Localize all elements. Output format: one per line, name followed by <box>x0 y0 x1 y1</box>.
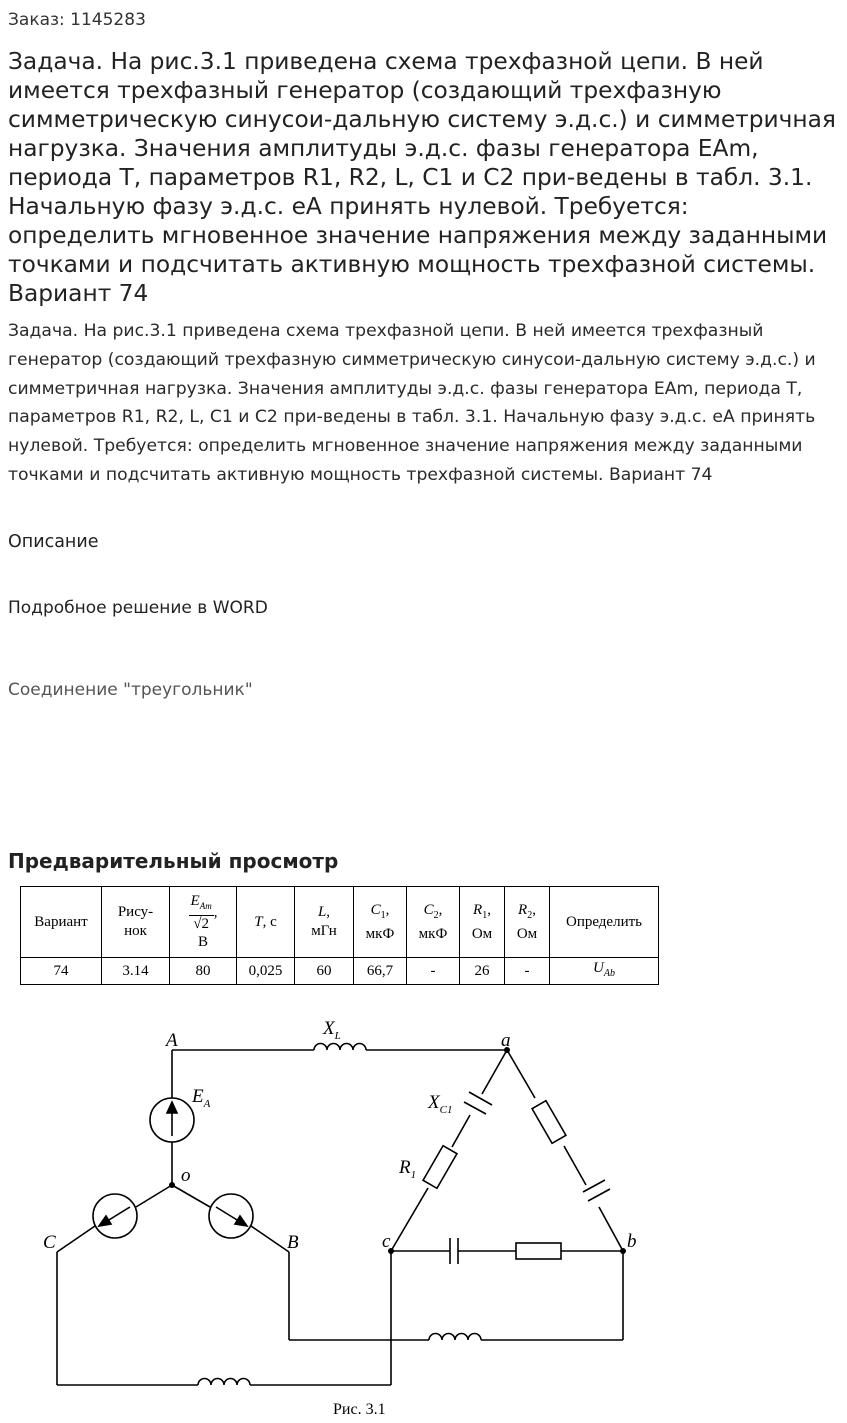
resistor-r1 <box>423 1146 457 1189</box>
capacitor-ab-plate-1 <box>583 1180 605 1192</box>
header-c2: $C_2$, мкФ <box>407 887 460 958</box>
description-heading: Описание <box>8 532 99 552</box>
inductor-c <box>198 1379 250 1386</box>
preview-heading: Предварительный просмотр <box>8 849 339 873</box>
circuit-diagram <box>0 1010 847 1423</box>
table-row <box>21 958 659 985</box>
header-variant: Вариант <box>21 887 102 958</box>
cell-r1: 26 <box>460 958 505 985</box>
resistor-ab <box>532 1101 566 1144</box>
solution-note: Подробное решение в WORD <box>8 598 268 618</box>
inductor-b <box>429 1334 481 1341</box>
cell-r2: - <box>505 958 550 985</box>
cell-variant: 74 <box>21 958 102 985</box>
header-determine: Определить <box>550 887 659 958</box>
label-B: B <box>287 1232 299 1253</box>
cell-figure: 3.14 <box>102 958 170 985</box>
connection-note: Соединение "треугольник" <box>8 680 253 700</box>
header-period: T, с <box>237 887 295 958</box>
capacitor-xc1-plate-1 <box>469 1092 492 1105</box>
label-b: b <box>627 1231 637 1252</box>
table-header-row <box>21 887 659 958</box>
cell-c1: 66,7 <box>354 958 407 985</box>
label-c: c <box>382 1231 391 1252</box>
label-C: C <box>43 1232 56 1253</box>
header-r2: $R_2$, Ом <box>505 887 550 958</box>
order-number: Заказ: 1145283 <box>8 10 146 30</box>
cell-eam: 80 <box>170 958 237 985</box>
task-description: Задача. На рис.3.1 приведена схема трехфазной цепи. В ней имеется трехфазный генератор (создающий трехфазную симметрическую синусои-дальную систему э.д.с.) и симметричная нагрузка. Значения амплитуды э.д.с. фазы генератора EAm, периода T, параметров R1, R2, L, C1 и C2 при-ведены в табл. 3.1. Начальную фазу э.д.с. eA принять нулевой. Требуется: определить мгновенное значение напряжения между заданными точками и подсчитать активную мощность трехфазной системы. Вариант 74 <box>8 321 816 485</box>
figure-caption: Рис. 3.1 <box>333 1401 386 1418</box>
capacitor-ab-plate-2 <box>588 1189 610 1201</box>
cell-period: 0,025 <box>237 958 295 985</box>
label-r1: $R_1$ <box>399 1157 417 1181</box>
parameters-table <box>20 886 659 985</box>
label-xc1: $X_{C1}$ <box>428 1092 453 1116</box>
header-figure: Рису- нок <box>102 887 170 958</box>
label-ea: $E_A$ <box>192 1086 211 1110</box>
source-arrows <box>99 1102 247 1226</box>
label-xl: $X_L$ <box>323 1018 341 1042</box>
header-r1: $R_1$, Ом <box>460 887 505 958</box>
node-b <box>620 1248 626 1254</box>
header-inductance: L, мГн <box>295 887 354 958</box>
inductor-xl <box>314 1044 366 1051</box>
node-o <box>169 1182 175 1188</box>
resistor-cb <box>516 1243 561 1259</box>
label-a: a <box>501 1030 511 1051</box>
cell-determine: $U_{Ab}$ <box>550 958 659 985</box>
task-title: Задача. На рис.3.1 приведена схема трехфазной цепи. В ней имеется трехфазный генератор (создающий трехфазную симметрическую синусои-дальную систему э.д.с.) и симметричная нагрузка. Значения амплитуды э.д.с. фазы генератора EAm, периода T, параметров R1, R2, L, C1 и C2 при-ведены в табл. 3.1. Начальную фазу э.д.с. eA принять нулевой. Требуется: определить мгновенное значение напряжения между заданными точками и подсчитать активную мощность трехфазной системы. Вариант 74 <box>8 48 836 307</box>
cell-c2: - <box>407 958 460 985</box>
header-eam: $E_{Am}$ √2 , В <box>170 887 237 958</box>
header-c1: $C_1$, мкФ <box>354 887 407 958</box>
label-A: A <box>166 1030 178 1051</box>
capacitor-xc1-plate-2 <box>464 1102 486 1114</box>
label-o: o <box>181 1165 191 1186</box>
circuit-wires <box>57 1044 623 1386</box>
cell-inductance: 60 <box>295 958 354 985</box>
